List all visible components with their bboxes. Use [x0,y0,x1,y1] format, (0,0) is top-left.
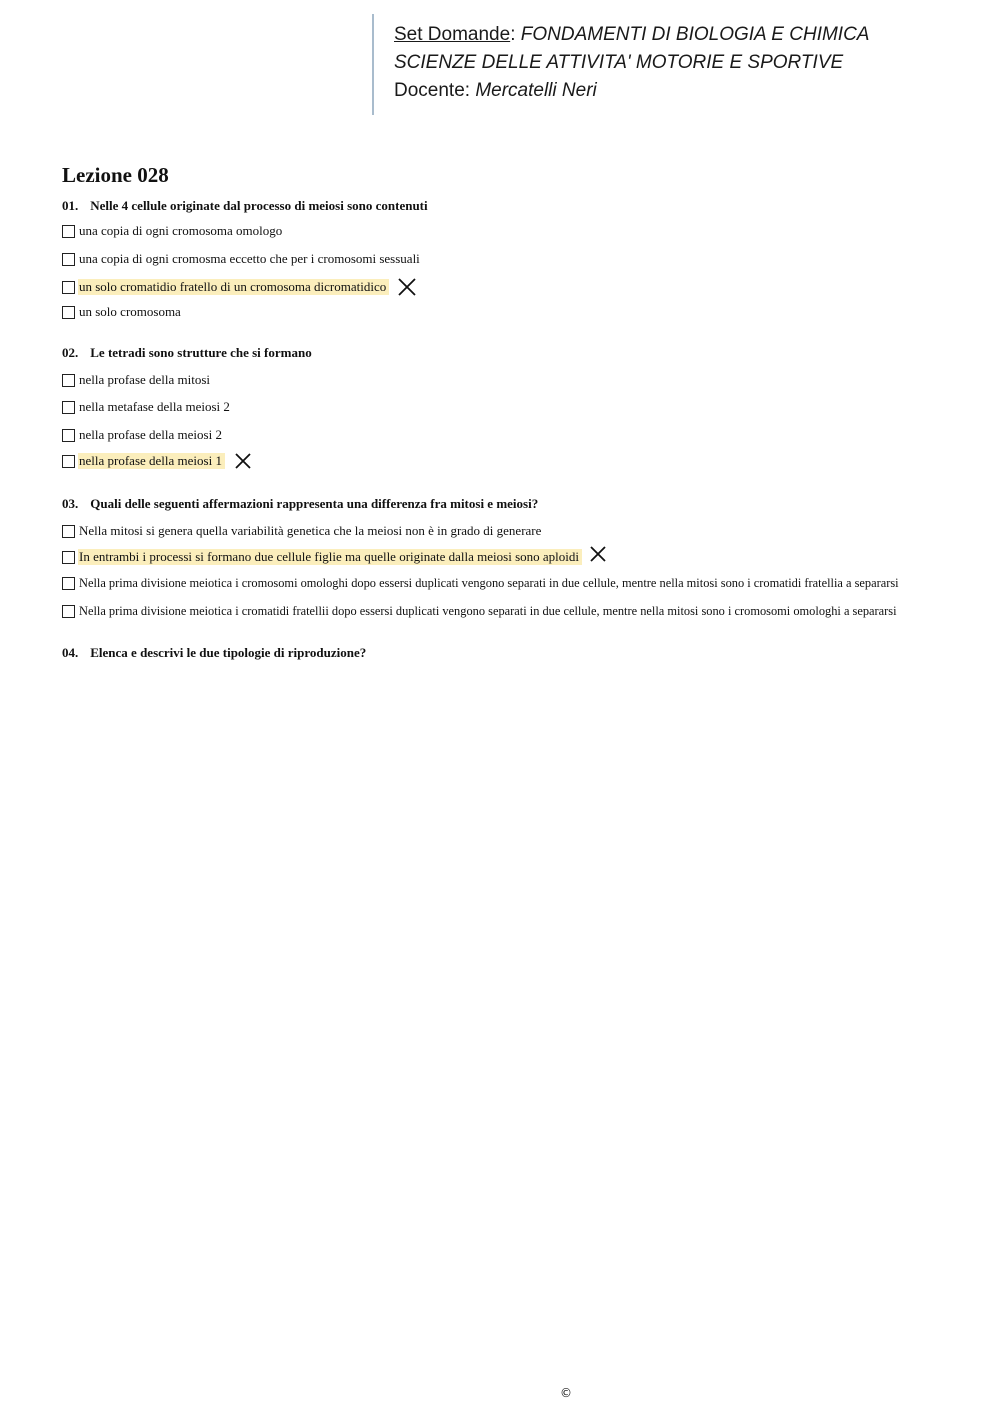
question-04 [62,645,366,661]
question-02 [62,345,312,361]
checkbox-icon[interactable] [62,525,75,538]
option-text: Nella mitosi si genera quella variabilità genetica che la meiosi non è in grado di generare [79,523,542,538]
question-text: Quali delle seguenti affermazioni rappresenta una differenza fra mitosi e meiosi? [90,496,539,511]
option-1d[interactable] [62,304,184,320]
option-text: In entrambi i processi si formano due cellule figlie ma quelle originate dalla meiosi sono aploidi [78,549,582,565]
checkbox-icon[interactable] [62,374,75,387]
set-domande-label: Set Domande [394,24,511,45]
option-text: Nella prima divisione meiotica i cromatidi fratellii dopo essersi duplicati vengono separati in due cellule, mentre nella mitosi sono i cromosomi omologhi a separarsi [79,604,897,618]
question-number: 02. [62,345,79,360]
option-text: Nella prima divisione meiotica i cromosomi omologhi dopo essersi duplicati vengono separati in due cellule, mentre nella mitosi sono i cromatidi fratellia a separarsi [79,576,899,590]
program-name: SCIENZE DELLE ATTIVITA' MOTORIE E SPORTIVE [394,52,844,73]
lesson-title: Lezione 028 [62,163,169,187]
checkbox-icon[interactable] [62,306,75,319]
option-text: nella profase della meiosi 2 [79,427,222,442]
option-2d-selected[interactable] [62,453,253,469]
question-number: 04. [62,645,79,660]
checkbox-icon[interactable] [62,551,75,564]
option-2b[interactable] [62,399,233,415]
option-2a[interactable] [62,372,213,388]
option-2c[interactable] [62,427,225,443]
checkbox-icon[interactable] [62,605,75,618]
option-1b[interactable] [62,251,423,267]
question-text: Le tetradi sono strutture che si formano [90,345,312,360]
option-1c-selected[interactable] [62,279,417,295]
checkbox-icon[interactable] [62,225,75,238]
checkbox-icon[interactable] [62,253,75,266]
teacher-name: Mercatelli Neri [475,80,597,101]
x-mark-icon [397,277,417,297]
course-name: FONDAMENTI DI BIOLOGIA E CHIMICA [520,24,870,45]
teacher-label: Docente: [394,80,471,101]
x-mark-icon [588,544,608,564]
question-text: Elenca e descrivi le due tipologie di riproduzione? [90,645,367,660]
option-text: un solo cromosoma [79,304,181,319]
option-text: una copia di ogni cromosma eccetto che per i cromosomi sessuali [79,251,420,266]
header-colon: : [510,24,516,45]
option-3d[interactable] [62,603,900,619]
option-1a[interactable] [62,223,285,239]
checkbox-icon[interactable] [62,429,75,442]
x-mark-icon [233,451,253,471]
option-3a[interactable] [62,523,544,539]
checkbox-icon[interactable] [62,281,75,294]
question-number: 01. [62,198,79,213]
option-3c[interactable] [62,575,902,591]
option-text: nella profase della meiosi 1 [78,453,225,469]
option-text: nella profase della mitosi [79,372,211,387]
question-text: Nelle 4 cellule originate dal processo di meiosi sono contenuti [90,198,428,213]
option-text: una copia di ogni cromosoma omologo [79,223,283,238]
checkbox-icon[interactable] [62,401,75,414]
option-3b-selected[interactable] [62,549,608,565]
header-course-line [394,24,869,46]
document-header [372,14,974,115]
option-text: nella metafase della meiosi 2 [79,399,230,414]
question-03 [62,496,538,512]
checkbox-icon[interactable] [62,455,75,468]
option-text: un solo cromatidio fratello di un cromosoma dicromatidico [78,279,389,295]
question-01 [62,198,428,214]
header-teacher-line [394,80,597,102]
copyright-footer: © [560,1386,572,1400]
question-number: 03. [62,496,79,511]
checkbox-icon[interactable] [62,577,75,590]
